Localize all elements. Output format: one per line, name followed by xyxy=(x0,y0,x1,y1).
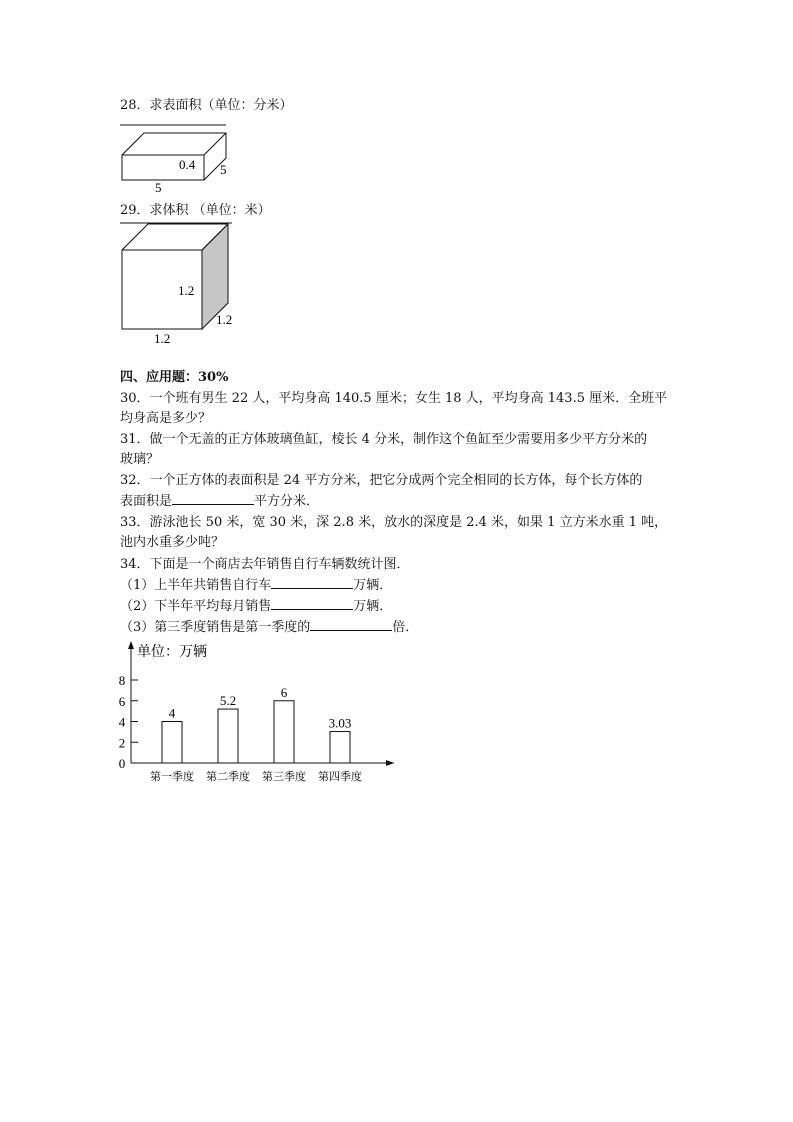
section-heading: 四、应用题：30% xyxy=(120,370,229,385)
q34-sub-1-prefix: （1）上半年共销售自行车 xyxy=(120,578,272,593)
x-category-label: 第三季度 xyxy=(262,771,306,783)
x-axis-arrow-icon xyxy=(386,760,394,766)
x-category-label: 第二季度 xyxy=(206,771,250,783)
q28-dim-depth: 5 xyxy=(220,162,227,177)
bar xyxy=(330,732,350,763)
q29-dim-depth: 1.2 xyxy=(216,312,233,327)
q28-title: 28．求表面积（单位：分米） xyxy=(120,98,293,113)
q34-sub-2-prefix: （2）下半年平均每月销售 xyxy=(120,599,272,614)
y-tick-label: 2 xyxy=(118,735,126,751)
cube-figure xyxy=(118,220,243,348)
y-tick-label: 6 xyxy=(118,693,126,709)
bar-value-label: 4 xyxy=(168,705,176,721)
bar xyxy=(162,722,182,764)
q32-line-2 xyxy=(120,492,319,512)
x-category-label: 第四季度 xyxy=(318,771,362,783)
q33-line-2: 池内水重多少吨？ xyxy=(120,535,225,550)
q29-dim-height: 1.2 xyxy=(178,283,195,298)
q29-title: 29．求体积 （单位：米） xyxy=(120,203,271,218)
bar-value-label: 5.2 xyxy=(219,693,237,709)
q34-sub-3 xyxy=(120,618,418,638)
y-tick-label: 0 xyxy=(118,756,126,771)
bar-chart xyxy=(112,638,404,786)
q34-sub-3-prefix: （3）第三季度销售是第一季度的 xyxy=(120,620,311,635)
q33-line-1: 33．游泳池长 50 米，宽 30 米，深 2.8 米，放水的深度是 2.4 米，如果 1 立方米水重 1 吨， xyxy=(120,515,668,530)
q34-sub-1-blank[interactable] xyxy=(271,576,353,589)
q34-intro: 34．下面是一个商店去年销售自行车辆数统计图． xyxy=(120,557,410,572)
cuboid-figure xyxy=(118,122,238,194)
q32-answer-blank[interactable] xyxy=(172,492,254,505)
q28-dim-length: 5 xyxy=(155,180,162,194)
q32-prefix: 表面积是 xyxy=(120,494,173,509)
bar xyxy=(274,701,294,763)
bar-value-label: 3.03 xyxy=(328,715,352,731)
q29-dim-length: 1.2 xyxy=(154,331,171,346)
q28-dim-height: 0.4 xyxy=(179,157,196,172)
q34-sub-2 xyxy=(120,597,392,617)
q30-line-1: 30．一个班有男生 22 人，平均身高 140.5 厘米；女生 18 人，平均身高 143.5 厘米．全班平 xyxy=(120,391,668,406)
q34-sub-2-blank[interactable] xyxy=(271,597,353,610)
q31-line-2: 玻璃？ xyxy=(120,452,160,467)
x-category-label: 第一季度 xyxy=(150,771,194,783)
q32-suffix: 平方分米． xyxy=(254,494,320,509)
q34-sub-1 xyxy=(120,576,392,596)
y-tick-label: 4 xyxy=(118,714,126,730)
q34-sub-3-suffix: 倍． xyxy=(392,620,419,635)
y-axis-arrow-icon xyxy=(128,641,134,649)
q34-sub-3-blank[interactable] xyxy=(310,618,392,631)
bar xyxy=(218,709,238,763)
q30-line-2: 均身高是多少？ xyxy=(120,411,212,426)
bar-value-label: 6 xyxy=(280,684,288,700)
q32-line-1: 32．一个正方体的表面积是 24 平方分米，把它分成两个完全相同的长方体，每个长方体的 xyxy=(120,473,643,488)
chart-title: 单位：万辆 xyxy=(137,645,207,660)
y-tick-label: 8 xyxy=(118,673,126,688)
q34-sub-1-suffix: 万辆． xyxy=(353,578,393,593)
q34-sub-2-suffix: 万辆． xyxy=(353,599,393,614)
q31-line-1: 31．做一个无盖的正方体玻璃鱼缸，棱长 4 分米，制作这个鱼缸至少需要用多少平方分米的 xyxy=(120,432,648,447)
